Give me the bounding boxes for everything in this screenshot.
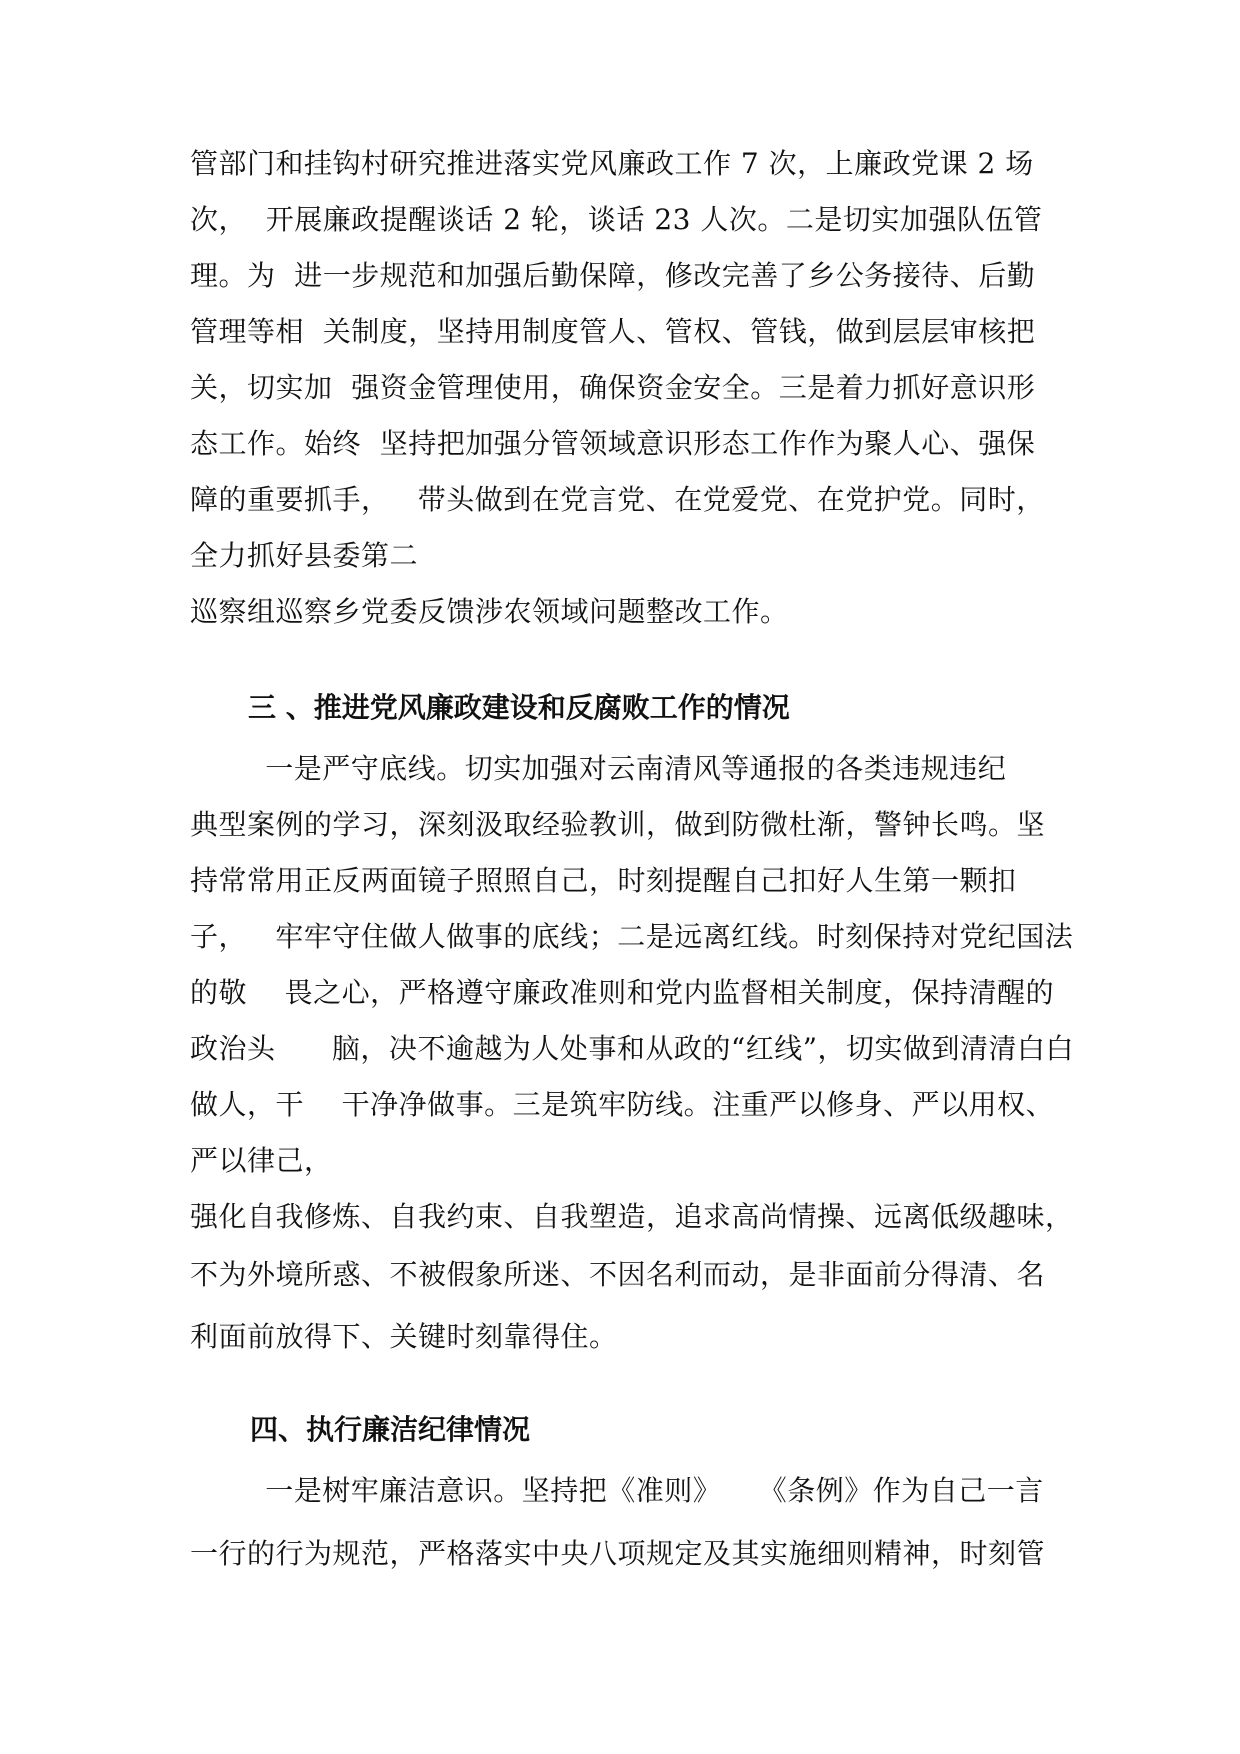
paragraph-line: 态工作。始终 坚持把加强分管领域意识形态工作作为聚人心、强保 [190,427,1036,460]
paragraph-line: 持常常用正反两面镜子照照自己，时刻提醒自己扣好人生第一颗扣 [190,864,1017,897]
paragraph-line: 一是严守底线。切实加强对云南清风等通报的各类违规违纪 [190,752,1007,785]
paragraph-line: 利面前放得下、关键时刻靠得住。 [190,1320,618,1353]
paragraph-line: 一是树牢廉洁意识。坚持把《准则》 《条例》作为自己一言 [190,1474,1044,1507]
paragraph-line: 管理等相 关制度，坚持用制度管人、管权、管钱，做到层层审核把 [190,315,1036,348]
paragraph-line: 次， 开展廉政提醒谈话 2 轮，谈话 23 人次。二是切实加强队伍管 [190,203,1043,236]
paragraph-line: 严以律己， [190,1144,333,1177]
paragraph-line: 巡察组巡察乡党委反馈涉农领域问题整改工作。 [190,595,789,628]
paragraph-line: 全力抓好县委第二 [190,539,419,572]
paragraph-line: 不为外境所惑、不被假象所迷、不因名利而动，是非面前分得清、名 [190,1258,1046,1291]
paragraph-line: 的敬 畏之心，严格遵守廉政准则和党内监督相关制度，保持清醒的 [190,976,1055,1009]
paragraph-line: 强化自我修炼、自我约束、自我塑造，追求高尚情操、远离低级趣味， [190,1200,1074,1233]
paragraph-line: 理。为 进一步规范和加强后勤保障，修改完善了乡公务接待、后勤 [190,259,1036,292]
paragraph-line: 典型案例的学习，深刻汲取经验教训，做到防微杜渐，警钟长鸣。坚 [190,808,1046,841]
paragraph-line: 子， 牢牢守住做人做事的底线；二是远离红线。时刻保持对党纪国法 [190,920,1074,953]
paragraph-line: 关，切实加 强资金管理使用，确保资金安全。三是着力抓好意识形 [190,371,1036,404]
paragraph-line: 管部门和挂钩村研究推进落实党风廉政工作 7 次，上廉政党课 2 场 [190,147,1034,180]
section-heading-4: 四、执行廉洁纪律情况 [250,1413,531,1446]
section-heading-3: 三 、推进党风廉政建设和反腐败工作的情况 [248,691,790,724]
paragraph-line: 政治头 脑，决不逾越为人处事和从政的“红线”，切实做到清清白白 [190,1032,1075,1065]
paragraph-line: 障的重要抓手， 带头做到在党言党、在党爱党、在党护党。同时， [190,483,1045,516]
paragraph-line: 做人，干 干净净做事。三是筑牢防线。注重严以修身、严以用权、 [190,1088,1055,1121]
paragraph-line: 一行的行为规范，严格落实中央八项规定及其实施细则精神，时刻管 [190,1537,1046,1570]
